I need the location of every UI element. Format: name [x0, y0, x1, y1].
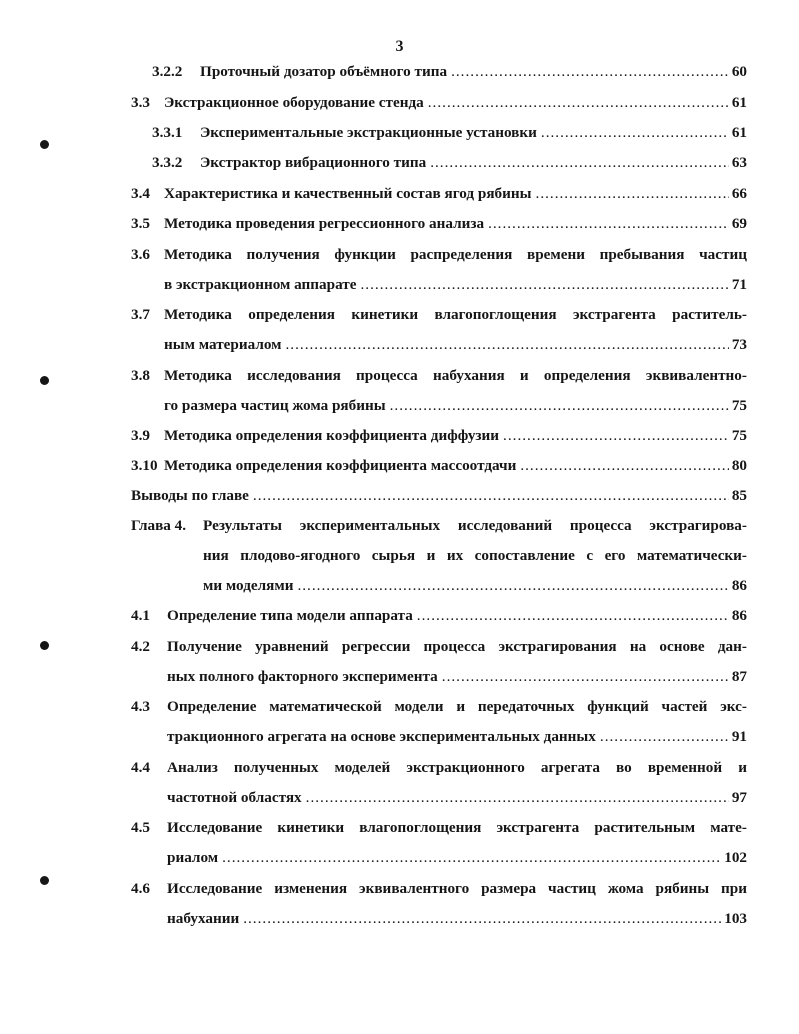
toc-entry-title-line: [203, 546, 747, 566]
title-word: передаточных: [477, 698, 575, 715]
title-word: Исследование: [167, 819, 263, 836]
title-word: экстрагирова-: [649, 517, 747, 534]
dot-leader: [306, 788, 729, 808]
toc-entry-number: 3.4: [131, 185, 150, 202]
toc-entry-page: 86: [731, 577, 747, 594]
toc-entry-title-line: [167, 818, 747, 838]
title-word: математической: [269, 698, 382, 715]
toc-entry-title: в экстракционном аппарате: [164, 276, 357, 293]
toc-entry-title: риалом: [167, 849, 219, 866]
title-word: функции: [334, 246, 396, 263]
toc-entry-continuation: [167, 848, 747, 868]
toc-entry-continuation: [203, 576, 747, 596]
title-word: Определение: [167, 698, 257, 715]
toc-entry: [152, 153, 747, 173]
toc-entry-page: 102: [724, 849, 747, 866]
title-word: экстрагента: [496, 819, 580, 836]
toc-entry-number: 4.3: [131, 698, 150, 715]
toc-entry-title: Методика определения коэффициента диффузии: [164, 427, 500, 444]
title-word: полученных: [233, 759, 319, 776]
toc-entry-continuation: [164, 275, 747, 295]
toc-entry: [131, 93, 747, 113]
toc-entry-number: 3.3: [131, 94, 150, 111]
toc-entry-number: 4.1: [131, 607, 150, 624]
title-word: исследования: [247, 367, 341, 384]
toc-entry-page: 85: [731, 487, 747, 504]
toc-entry-continuation: [164, 335, 747, 355]
title-word: функций: [587, 698, 649, 715]
dot-leader: [536, 184, 729, 204]
toc-entry: [152, 123, 747, 143]
toc-entry-number: 4.5: [131, 819, 150, 836]
page-number: 3: [395, 38, 404, 55]
toc-entry-title: ным материалом: [164, 336, 282, 353]
toc-entry: [131, 214, 747, 234]
title-word: Анализ: [167, 759, 218, 776]
toc-entry-number: 3.3.1: [152, 124, 183, 141]
title-word: растительным: [594, 819, 696, 836]
margin-bullet: [40, 876, 49, 885]
toc-entry-number: Глава 4.: [131, 517, 187, 534]
dot-leader: [286, 335, 729, 355]
toc-entry-continuation: [167, 667, 747, 687]
toc-entry-title: Методика проведения регрессионного анализа: [164, 215, 485, 232]
toc-entry-continuation: [167, 788, 747, 808]
title-word: получения: [246, 246, 320, 263]
title-word: при: [721, 880, 747, 897]
title-word: размера: [481, 880, 537, 897]
dot-leader: [451, 62, 729, 82]
title-word: Исследование: [167, 880, 263, 897]
dot-leader: [428, 93, 729, 113]
title-word: Методика: [164, 246, 232, 263]
title-word: мате-: [710, 819, 747, 836]
dot-leader: [243, 909, 721, 929]
title-word: его: [604, 547, 626, 564]
dot-leader: [488, 214, 729, 234]
margin-bullet: [40, 641, 49, 650]
title-word: распределения: [410, 246, 513, 263]
toc-entry-page: 86: [731, 607, 747, 624]
toc-entry-number: 3.6: [131, 246, 150, 263]
toc-entry: [131, 486, 747, 506]
title-word: дан-: [717, 638, 747, 655]
toc-entry-page: 61: [731, 124, 747, 141]
margin-bullet: [40, 376, 49, 385]
toc-entry-number: 3.7: [131, 306, 150, 323]
title-word: Результаты: [203, 517, 282, 534]
toc-entry-title: Экстракционное оборудование стенда: [164, 94, 424, 111]
title-word: рябины: [655, 880, 710, 897]
toc-entry-continuation: [167, 909, 747, 929]
toc-entry-title: Экстрактор вибрационного типа: [200, 154, 427, 171]
title-word: влагопоглощения: [434, 306, 557, 323]
toc-entry-number: 3.5: [131, 215, 150, 232]
title-word: определения: [248, 306, 335, 323]
title-word: времени: [527, 246, 585, 263]
toc-entry-page: 87: [731, 668, 747, 685]
toc-entry-page: 73: [731, 336, 747, 353]
title-word: жома: [607, 880, 644, 897]
toc-entry-title-line: [203, 516, 747, 536]
toc-entry-title: го размера частиц жома рябины: [164, 397, 386, 414]
title-word: сырья: [371, 547, 416, 564]
toc-entry-page: 75: [731, 427, 747, 444]
title-word: экспериментальных: [299, 517, 441, 534]
toc-entry-title-line: [164, 305, 747, 325]
toc-entry-title: Выводы по главе: [131, 487, 249, 504]
dot-leader: [361, 275, 729, 295]
title-word: раститель-: [672, 306, 747, 323]
toc-entry-page: 66: [731, 185, 747, 202]
margin-bullet: [40, 140, 49, 149]
toc-entry-page: 97: [731, 789, 747, 806]
dot-leader: [442, 667, 729, 687]
title-word: сопоставление: [474, 547, 575, 564]
title-word: пребывания: [599, 246, 685, 263]
title-word: и: [456, 698, 466, 715]
title-word: Получение: [167, 638, 242, 655]
dot-leader: [417, 606, 729, 626]
dot-leader: [503, 426, 729, 446]
title-word: регрессии: [341, 638, 411, 655]
toc-entry-page: 75: [731, 397, 747, 414]
toc-entry-title: частотной областях: [167, 789, 302, 806]
toc-entry-page: 61: [731, 94, 747, 111]
toc-entry: [131, 456, 747, 476]
title-word: процесса: [423, 638, 486, 655]
dot-leader: [222, 848, 721, 868]
title-word: частей: [661, 698, 708, 715]
toc-entry-title-line: [167, 697, 747, 717]
title-word: ния: [203, 547, 229, 564]
title-word: процесса: [569, 517, 632, 534]
dot-leader: [600, 727, 729, 747]
toc-entry: [131, 606, 747, 626]
title-word: кинетики: [277, 819, 345, 836]
title-word: и: [426, 547, 436, 564]
title-word: эквивалентного: [359, 880, 470, 897]
title-word: изменения: [274, 880, 348, 897]
title-word: определения: [543, 367, 631, 384]
dot-leader: [541, 123, 729, 143]
toc-entry-continuation: [167, 727, 747, 747]
toc-entry-page: 80: [731, 457, 747, 474]
toc-entry-title: ми моделями: [203, 577, 294, 594]
title-word: исследований: [457, 517, 553, 534]
toc-entry-number: 4.4: [131, 759, 150, 776]
title-word: и: [738, 759, 747, 776]
toc-entry-page: 103: [724, 910, 747, 927]
toc-entry-title-line: [167, 637, 747, 657]
title-word: экстракционного: [406, 759, 525, 776]
toc-entry-title: ных полного факторного эксперимента: [167, 668, 438, 685]
title-word: набухания: [433, 367, 505, 384]
toc-entry-title: Определение типа модели аппарата: [167, 607, 413, 624]
title-word: эквивалентно-: [645, 367, 747, 384]
title-word: и: [519, 367, 529, 384]
toc-entry: [152, 62, 747, 82]
toc-entry-title: Методика определения коэффициента массоотдачи: [164, 457, 517, 474]
toc-entry: [131, 426, 747, 446]
title-word: временной: [647, 759, 723, 776]
title-word: моделей: [334, 759, 391, 776]
dot-leader: [297, 576, 728, 596]
title-word: модели: [394, 698, 444, 715]
toc-entry-page: 71: [731, 276, 747, 293]
toc-entry-title-line: [167, 758, 747, 778]
title-word: экстрагента: [572, 306, 656, 323]
title-word: агрегата: [540, 759, 600, 776]
title-word: Методика: [164, 367, 232, 384]
toc-entry-page: 60: [731, 63, 747, 80]
toc-entry-page: 69: [731, 215, 747, 232]
title-word: на: [629, 638, 647, 655]
toc-entry-title-line: [164, 245, 747, 265]
title-word: частиц: [548, 880, 596, 897]
toc-entry-number: 3.2.2: [152, 63, 183, 80]
dot-leader: [390, 396, 729, 416]
title-word: математически-: [636, 547, 747, 564]
toc-entry-number: 3.8: [131, 367, 150, 384]
toc-entry-number: 4.2: [131, 638, 150, 655]
toc-entry-title-line: [167, 879, 747, 899]
toc-entry-title: Проточный дозатор объёмного типа: [200, 63, 448, 80]
toc-entry-title: Характеристика и качественный состав ягод рябины: [164, 185, 532, 202]
toc-entry-continuation: [164, 396, 747, 416]
title-word: уравнений: [255, 638, 329, 655]
toc-entry-title: набухании: [167, 910, 240, 927]
title-word: частиц: [699, 246, 747, 263]
toc-entry-number: 3.10: [131, 457, 158, 474]
title-word: экстрагирования: [498, 638, 617, 655]
title-word: во: [616, 759, 632, 776]
toc-entry-title: тракционного агрегата на основе экспериментальных данных: [167, 728, 596, 745]
toc-entry-title: Экспериментальные экстракционные установки: [200, 124, 537, 141]
toc-entry-title-line: [164, 366, 747, 386]
title-word: основе: [659, 638, 705, 655]
toc-entry-page: 91: [731, 728, 747, 745]
toc-entry: [131, 184, 747, 204]
title-word: кинетики: [351, 306, 419, 323]
toc-entry-number: 3.3.2: [152, 154, 183, 171]
title-word: процесса: [356, 367, 418, 384]
title-word: плодово-ягодного: [240, 547, 361, 564]
dot-leader: [430, 153, 729, 173]
toc-entry-number: 3.9: [131, 427, 150, 444]
toc-entry-page: 63: [731, 154, 747, 171]
dot-leader: [520, 456, 728, 476]
title-word: их: [446, 547, 464, 564]
title-word: влагопоглощения: [359, 819, 482, 836]
title-word: экс-: [720, 698, 747, 715]
dot-leader: [253, 486, 729, 506]
title-word: Методика: [164, 306, 232, 323]
toc-entry-number: 4.6: [131, 880, 150, 897]
title-word: с: [586, 547, 594, 564]
